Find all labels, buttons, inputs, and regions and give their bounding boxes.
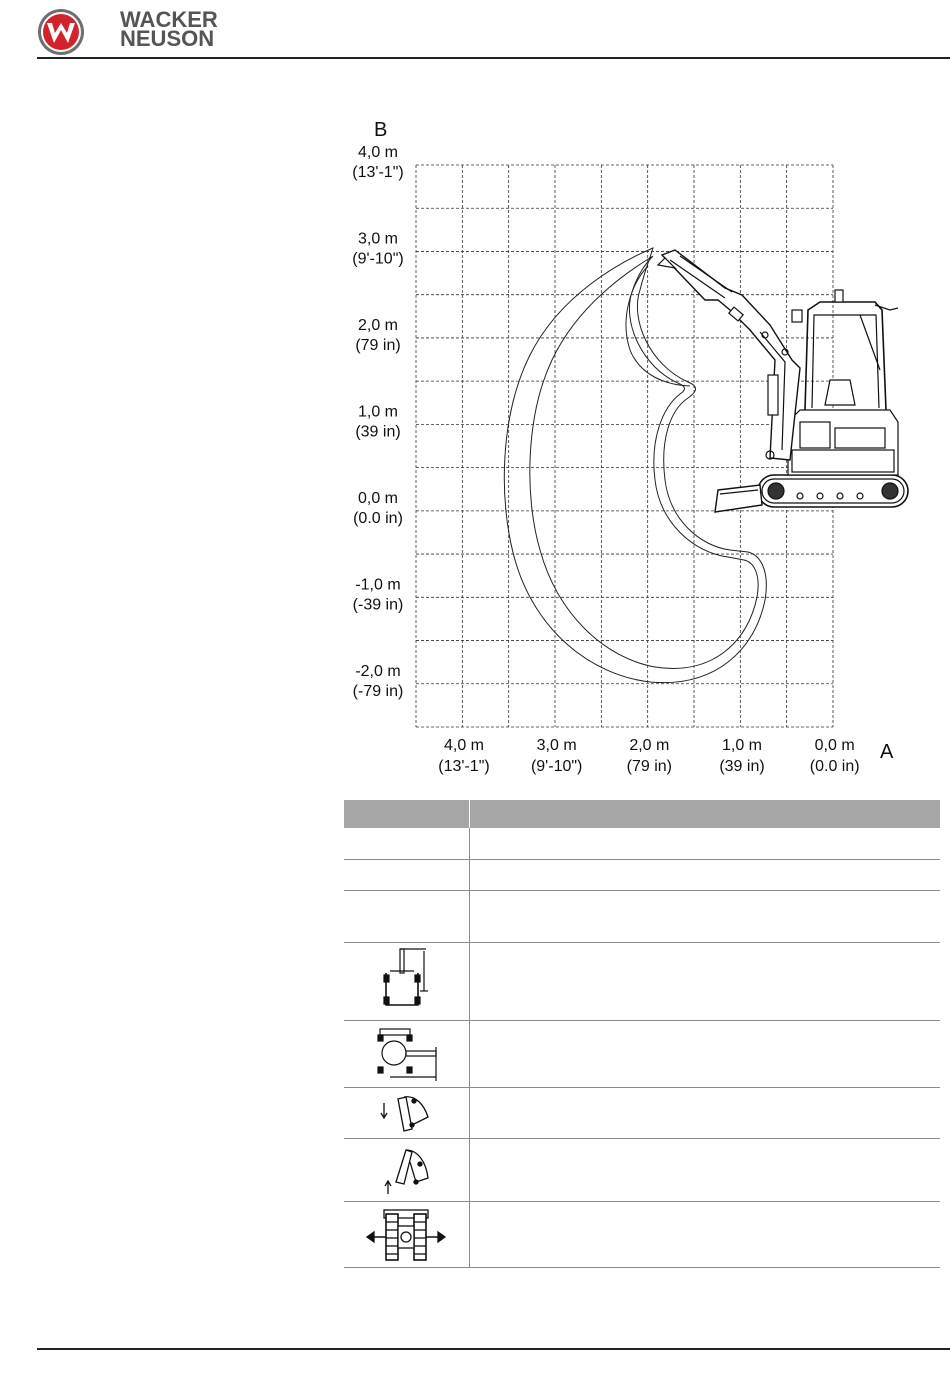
header-divider	[37, 57, 950, 59]
x-tick-label-imperial: (39 in)	[719, 758, 765, 775]
table-cell-value	[469, 1020, 940, 1087]
x-tick-label-metric: 3,0 m	[536, 737, 577, 754]
y-tick-label-metric: 0,0 m	[357, 489, 399, 507]
x-tick-label-imperial: (9'-10")	[530, 758, 583, 775]
table-cell-value	[469, 1138, 940, 1201]
y-tick-label-imperial: (79 in)	[355, 336, 401, 354]
x-tick-label-imperial: (13'-1")	[438, 758, 490, 775]
brand-name	[120, 7, 218, 51]
stick-tearout-force-icon	[376, 1142, 436, 1198]
wacker-neuson-logo-icon	[37, 8, 85, 56]
x-tick-label-metric: 0,0 m	[814, 737, 855, 754]
working-range-diagram	[330, 110, 940, 790]
working-range-svg	[330, 110, 940, 790]
table-header-cell	[469, 800, 940, 828]
table-cell-value	[469, 1087, 940, 1138]
table-cell-value	[469, 942, 940, 1020]
x-tick-label-imperial: (79 in)	[626, 758, 673, 775]
table-row	[344, 890, 940, 942]
y-tick-label-imperial: (0.0 in)	[353, 509, 403, 527]
table-cell-value	[469, 859, 940, 890]
axis-b-label: B	[374, 119, 388, 141]
axis-a-label: A	[880, 741, 894, 763]
working-envelope-outer	[504, 248, 766, 683]
table-row	[344, 828, 940, 859]
y-tick-label-imperial: (9'-10")	[352, 250, 404, 268]
y-axis-labels	[352, 144, 403, 700]
table-row	[344, 1138, 940, 1201]
track-width-adjust-icon	[364, 1204, 448, 1264]
table-header-cell	[344, 800, 469, 828]
x-axis-labels	[438, 737, 859, 775]
y-tick-label-metric: 3,0 m	[357, 230, 399, 248]
y-tick-label-metric: 1,0 m	[357, 403, 399, 421]
bucket-breakout-force-icon	[376, 1091, 436, 1135]
table-cell-value	[469, 828, 940, 859]
table-row	[344, 1020, 940, 1087]
y-tick-label-metric: -2,0 m	[355, 662, 401, 680]
table-cell-value	[469, 1201, 940, 1267]
x-tick-label-metric: 4,0 m	[443, 737, 485, 754]
table-row	[344, 942, 940, 1020]
x-tick-label-metric: 2,0 m	[629, 737, 670, 754]
table-row	[344, 859, 940, 890]
table-cell-icon	[344, 859, 469, 890]
x-tick-label-imperial: (0.0 in)	[809, 758, 860, 775]
brand-line-1: WACKER	[120, 7, 218, 32]
boom-offset-width-icon	[370, 1025, 442, 1083]
y-tick-label-imperial: (-79 in)	[352, 682, 404, 700]
table-row	[344, 1087, 940, 1138]
mini-excavator-icon	[658, 250, 908, 512]
working-envelope-inner	[530, 256, 758, 668]
table-cell-icon	[344, 890, 469, 942]
y-tick-label-metric: 2,0 m	[357, 316, 399, 334]
table-header-row	[344, 800, 940, 828]
y-tick-label-imperial: (-39 in)	[352, 596, 404, 614]
y-tick-label-imperial: (39 in)	[355, 423, 401, 441]
working-envelope-inner-2	[626, 266, 690, 386]
x-tick-label-metric: 1,0 m	[721, 737, 763, 754]
table-row	[344, 1201, 940, 1267]
y-tick-label-metric: -1,0 m	[355, 576, 401, 594]
y-tick-label-metric: 4,0 m	[357, 144, 399, 161]
boom-lift-height-icon	[376, 947, 436, 1015]
y-tick-label-imperial: (13'-1")	[352, 164, 404, 181]
spec-table	[344, 800, 940, 1268]
brand-line-2: NEUSON	[120, 26, 215, 51]
table-cell-icon	[344, 828, 469, 859]
page-header	[0, 0, 950, 60]
footer-divider	[37, 1348, 950, 1350]
table-cell-value	[469, 890, 940, 942]
